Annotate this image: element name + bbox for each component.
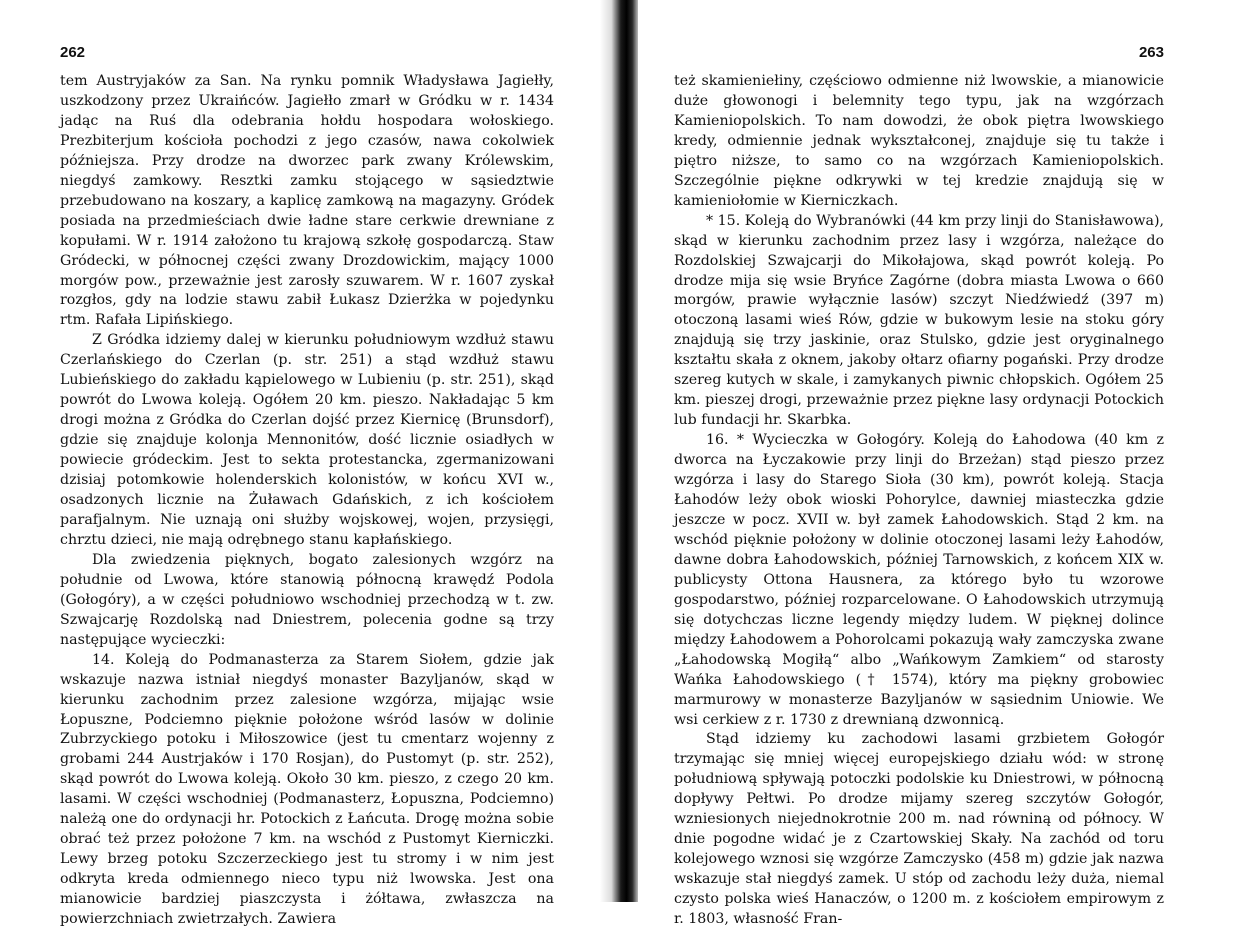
- left-paragraph-2: Z Gródka idziemy dalej w kierunku południowym wzdłuż stawu Czerlańskiego do Czerlan (p. str. 251) a stąd wzdłuż stawu Lubieńskiego do zakładu kąpielowego w Lubieniu (p. str. 251), skąd powrót do Lwowa koleją. Ogółem 20 km. pieszo. Nakładając 5 km drogi można z Gródka do Czerlan dojść przez Kiernicę (Brunsdorf), gdzie się znajduje kolonja Mennonitów, dość licznie osiadłych w powiecie gródeckim. Jest to sekta protestancka, zgermanizowani dzisiaj potomkowie holenderskich kolonistów, w końcu XVI w., osadzonych licznie na Żuławach Gdańskich, z ich kościołem parafjalnym. Nie uznają oni służby wojskowej, wojen, przysięgi, chrztu dzieci, nie mają odrębnego stanu kapłańskiego.: [60, 332, 554, 548]
- right-paragraph-2: * 15. Koleją do Wybranówki (44 km przy linji do Stanisławowa), skąd w kierunku zachodnim przez lasy i wzgórza, należące do Rozdolskiej Szwajcarji do Mikołajowa, skąd powrót koleją. Po drodze mija się wsie Bryńce Zagórne (dobra miasta Lwowa o 660 morgów, prawie wyłącznie lasów) szczyt Niedźwiedź (397 m) otoczoną lasami wieś Rów, gdzie w bukowym lesie na stoku góry znajdują się trzy jaskinie, oraz Stulsko, gdzie jest oryginalnego kształtu skała z oknem, jakoby ołtarz ofiarny pogański. Przy drodze szereg kutych w skale, i zamykanych piwnic chłopskich. Ogółem 25 km. pieszej drogi, przeważnie przez piękne lasy ordynacji Potockich lub fundacji hr. Skarbka.: [674, 212, 1164, 429]
- right-paragraph-1: też skamieniełiny, częściowo odmienne niż lwowskie, a mianowicie duże głowonogi i belemnity tego typu, jak na wzgórzach Kamieniopolskich. To nam dowodzi, że obok piętra lwowskiego kredy, odmiennie jednak wykształconej, znajduje się tu także i piętro niższe, to samo co na wzgórzach Kamieniopolskich. Szczególnie piękne odkrywki w tej kredzie znajdują się w kamieniołomie w Kierniczkach.: [674, 73, 1164, 209]
- left-text-column: [60, 72, 554, 930]
- left-page: [0, 0, 600, 928]
- left-paragraph-3: Dla zwiedzenia pięknych, bogato zalesionych wzgórz na południe od Lwowa, które stanowią północną krawędź Podola (Gołogóry), a w części południowo wschodniej przechodzą w t. zw. Szwajcarję Rozdolską nad Dniestrem, polecenia godne są trzy następujące wycieczki:: [60, 551, 554, 648]
- right-page-number: 263: [1138, 44, 1164, 61]
- right-paragraph-4: Stąd idziemy ku zachodowi lasami grzbietem Gołogór trzymając się mniej więcej europejskiego działu wód: w stronę południową spływają potoczki podolskie ku Dniestrowi, w północną dopływy Pełtwi. Po drodze mijamy szereg szczytów Gołogór, wzniesionych niejednokrotnie 200 m. nad równiną od północy. W dnie pogodne widać je z Czartowskiej Skały. Na zachód od toru kolejowego wznosi się wzgórze Zamczysko (458 m) gdzie jak nazwa wskazuje stał niegdyś zamek. U stóp od zachodu leży duża, niemal czysto polska wieś Hanaczów, o 1200 m. z kościołem empirowym z r. 1803, własność Fran-: [674, 731, 1164, 928]
- right-text-column: [674, 72, 1164, 930]
- left-paragraph-1: tem Austryjaków za San. Na rynku pomnik Władysława Jagiełły, uszkodzony przez Ukraińców. Jagiełło zmarł w Gródku w r. 1434 jadąc na Ruś dla odebrania hołdu hospodara wołoskiego. Prezbiterjum kościoła pochodzi z jego czasów, nawa cokolwiek późniejsza. Przy drodze na dworzec park zwany Królewskim, niegdyś zamkowy. Resztki zamku stojącego w sąsiedztwie przebudowano na koszary, a kaplicę zamkową na magazyny. Gródek posiada na przedmieściach dwie ładne stare cerkwie drewniane z kopułami. W r. 1914 założono tu krajową szkołę gospodarczą. Staw Gródecki, w północnej części zwany Drozdowickim, mający 1000 morgów pow., przeważnie jest zarosły szuwarem. W r. 1607 zyskał rozgłos, gdy na lodzie stawu zabił Łukasz Dzierżka w pojedynku rtm. Rafała Lipińskiego.: [60, 73, 554, 329]
- right-paragraph-3: 16. * Wycieczka w Gołogóry. Koleją do Łahodowa (40 km z dworca na Łyczakowie przy linji do Brzeżan) stąd pieszo przez wzgórza i lasy do Starego Sioła (30 km), powrót koleją. Stacja Łahodów leży obok wioski Pohorylce, dawniej miasteczka gdzie jeszcze w pocz. XVII w. był zamek Łahodowskich. Stąd 2 km. na wschód pięknie położony w dolinie otoczonej lasami leży Łahodów, dawne dobra Łahodowskich, później Tarnowskich, z końcem XIX w. publicysty Ottona Hausnera, za którego było tu wzorowe gospodarstwo, później rozparcelowane. O Łahodowskich utrzymują się dotychczas liczne legendy między ludem. W pięknej dolince między Łahodowem a Pohorolcami pokazują wały zamczyska zwane „Łahodowską Mogiłą“ albo „Wańkowym Zamkiem“ od starosty Wańka Łahodowskiego († 1574), który ma piękny grobowiec marmurowy w monasterze Bazyljanów w sąsiednim Uniowie. We wsi cerkiew z r. 1730 z drewnianą dzwonnicą.: [674, 432, 1164, 728]
- left-paragraph-4: 14. Koleją do Podmanasterza za Starem Siołem, gdzie jak wskazuje nazwa istniał niegdyś monaster Bazyljanów, skąd w kierunku zachodnim przez zalesione wzgórza, mijając wsie Łopuszne, Podciemno pięknie położone wśród lasów w dolinie Zubrzyckiego potoku i Miłoszowice (jest tu cmentarz wojenny z grobami 244 Austrjaków i 170 Rosjan), do Pustomyt (p. str. 252), skąd powrót do Lwowa koleją. Około 30 km. pieszo, z czego 20 km. lasami. W części wschodniej (Podmanasterz, Łopuszna, Podciemno) należą one do ordynacji hr. Potockich z Łańcuta. Drogę można sobie obrać też przez położone 7 km. na wschód z Pustomyt Kierniczki. Lewy brzeg potoku Szczerzeckiego jest tu stromy i w nim jest odkryta kreda odmiennego nieco typu niż lwowska. Jest ona mianowicie bardziej piaszczysta i żółtawa, zwłaszcza na powierzchniach zwietrzałych. Zawiera: [60, 651, 554, 928]
- right-page: [638, 0, 1236, 928]
- left-page-number: 262: [60, 44, 86, 61]
- book-gutter: [600, 0, 638, 902]
